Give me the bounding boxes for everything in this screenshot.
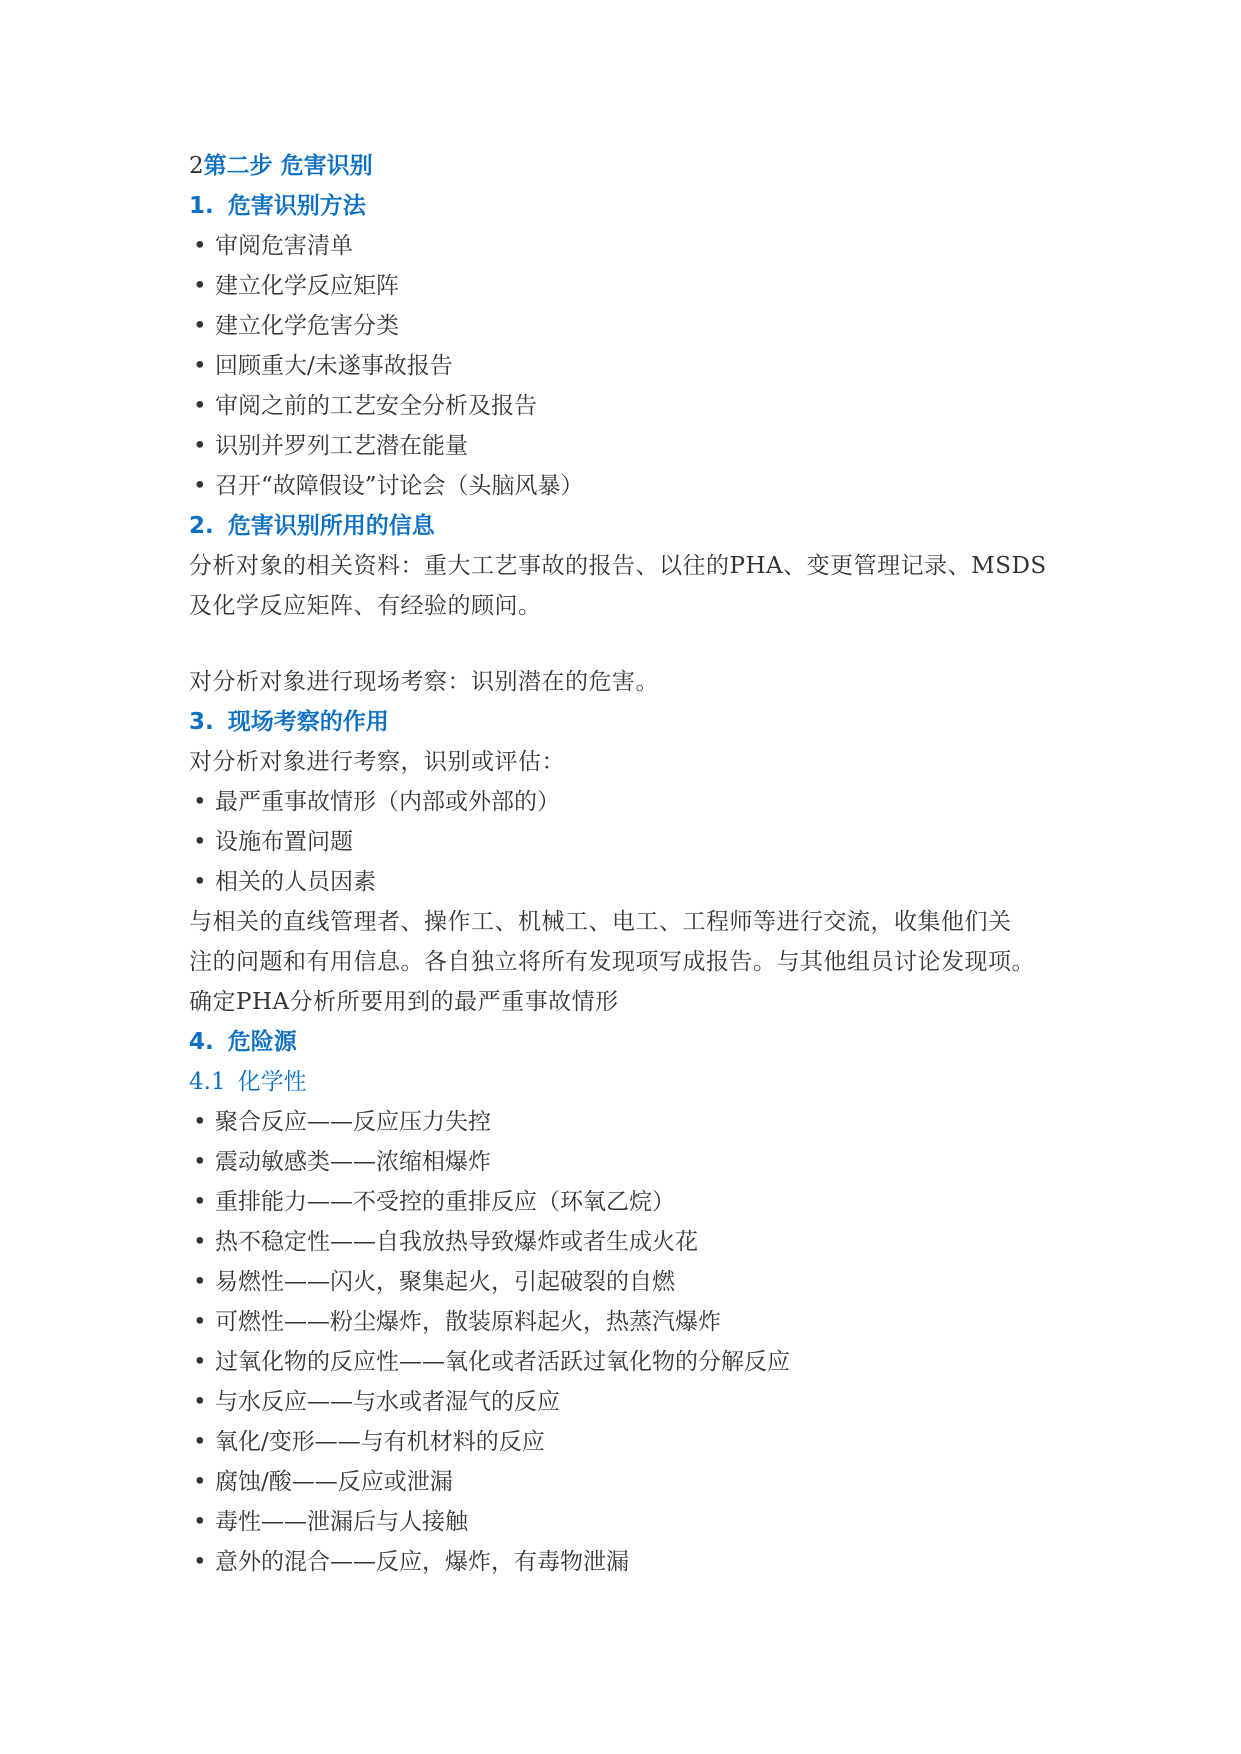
list-item <box>189 1422 1069 1462</box>
bullet-icon: • <box>193 869 207 895</box>
list-item <box>189 862 1069 902</box>
list-item-text: 建立化学危害分类 <box>215 313 399 339</box>
bullet-icon: • <box>193 353 207 379</box>
step-number: 2 <box>189 153 204 179</box>
paragraph-line: 及化学反应矩阵、有经验的顾问。 <box>189 593 542 619</box>
list-item <box>189 1182 1069 1222</box>
bullet-icon: • <box>193 473 207 499</box>
list-item-text: 聚合反应——反应压力失控 <box>215 1109 491 1135</box>
bullet-icon: • <box>193 1229 207 1255</box>
paragraph-line: 注的问题和有用信息。各自独立将所有发现项写成报告。与其他组员讨论发现项。 <box>189 949 1035 975</box>
list-item <box>189 1142 1069 1182</box>
step-title-text: 第二步 危害识别 <box>203 153 373 179</box>
list-item <box>189 306 1069 346</box>
list-item <box>189 1462 1069 1502</box>
list-item <box>189 1222 1069 1262</box>
paragraph-line: 对分析对象进行现场考察：识别潜在的危害。 <box>189 669 659 695</box>
list-item-text: 重排能力——不受控的重排反应（环氧乙烷） <box>215 1189 675 1215</box>
list-item <box>189 1382 1069 1422</box>
bullet-icon: • <box>193 393 207 419</box>
section-title: 危害识别方法 <box>227 193 366 219</box>
bullet-icon: • <box>193 1189 207 1215</box>
list-item-text: 审阅之前的工艺安全分析及报告 <box>215 393 537 419</box>
section-title: 危险源 <box>227 1029 297 1055</box>
list-item <box>189 1502 1069 1542</box>
list-item <box>189 266 1069 306</box>
subsection-title: 化学性 <box>237 1069 307 1095</box>
list-item-text: 腐蚀/酸——反应或泄漏 <box>215 1469 453 1495</box>
paragraph-line: 分析对象的相关资料：重大工艺事故的报告、以往的PHA、变更管理记录、MSDS <box>189 553 1047 579</box>
bullet-icon: • <box>193 829 207 855</box>
bullet-icon: • <box>193 433 207 459</box>
list-item <box>189 1342 1069 1382</box>
bullet-icon: • <box>193 1549 207 1575</box>
list-item-text: 过氧化物的反应性——氧化或者活跃过氧化物的分解反应 <box>215 1349 790 1375</box>
bullet-icon: • <box>193 1149 207 1175</box>
section-number: 2. <box>189 513 214 539</box>
list-item-text: 可燃性——粉尘爆炸，散装原料起火，热蒸汽爆炸 <box>215 1309 721 1335</box>
list-item-text: 最严重事故情形（内部或外部的） <box>215 789 560 815</box>
list-item-text: 氧化/变形——与有机材料的反应 <box>215 1429 545 1455</box>
list-item <box>189 782 1069 822</box>
document-page <box>189 146 1069 1582</box>
list-item <box>189 226 1069 266</box>
bullet-icon: • <box>193 1389 207 1415</box>
section-title: 现场考察的作用 <box>227 709 389 735</box>
section-title: 危害识别所用的信息 <box>227 513 435 539</box>
list-item-text: 意外的混合——反应，爆炸，有毒物泄漏 <box>215 1549 629 1575</box>
bullet-icon: • <box>193 233 207 259</box>
step-title <box>189 146 1069 186</box>
list-item-text: 震动敏感类——浓缩相爆炸 <box>215 1149 491 1175</box>
list-item-text: 易燃性——闪火，聚集起火，引起破裂的自燃 <box>215 1269 675 1295</box>
bullet-icon: • <box>193 273 207 299</box>
list-item <box>189 1102 1069 1142</box>
list-item-text: 设施布置问题 <box>215 829 353 855</box>
section-number: 3. <box>189 709 214 735</box>
bullet-icon: • <box>193 789 207 815</box>
section-number: 4. <box>189 1029 214 1055</box>
bullet-icon: • <box>193 1109 207 1135</box>
list-item-text: 审阅危害清单 <box>215 233 353 259</box>
list-item <box>189 1542 1069 1582</box>
list-item <box>189 822 1069 862</box>
list-item <box>189 466 1069 506</box>
bullet-icon: • <box>193 1269 207 1295</box>
bullet-icon: • <box>193 313 207 339</box>
bullet-icon: • <box>193 1309 207 1335</box>
bullet-icon: • <box>193 1509 207 1535</box>
list-item <box>189 1262 1069 1302</box>
bullet-icon: • <box>193 1429 207 1455</box>
list-item <box>189 426 1069 466</box>
section-1-heading <box>189 186 1069 226</box>
section-3-list <box>189 782 1069 902</box>
paragraph-line: 与相关的直线管理者、操作工、机械工、电工、工程师等进行交流，收集他们关 <box>189 909 1012 935</box>
subsection-number: 4.1 <box>189 1069 226 1095</box>
list-item-text: 热不稳定性——自我放热导致爆炸或者生成火花 <box>215 1229 698 1255</box>
section-4-heading <box>189 1022 1069 1062</box>
subsection-4-1-heading <box>189 1062 1069 1102</box>
section-4-list <box>189 1102 1069 1582</box>
list-item <box>189 386 1069 426</box>
list-item-text: 与水反应——与水或者湿气的反应 <box>215 1389 560 1415</box>
paragraph-line: 对分析对象进行考察，识别或评估： <box>189 749 565 775</box>
section-3-heading <box>189 702 1069 742</box>
blank-line <box>189 626 1069 662</box>
section-1-list <box>189 226 1069 506</box>
list-item <box>189 346 1069 386</box>
list-item-text: 毒性——泄漏后与人接触 <box>215 1509 468 1535</box>
list-item-text: 识别并罗列工艺潜在能量 <box>215 433 468 459</box>
paragraph-line: 确定PHA分析所要用到的最严重事故情形 <box>189 989 619 1015</box>
list-item-text: 回顾重大/未遂事故报告 <box>215 353 453 379</box>
bullet-icon: • <box>193 1469 207 1495</box>
list-item-text: 建立化学反应矩阵 <box>215 273 399 299</box>
list-item-text: 相关的人员因素 <box>215 869 376 895</box>
bullet-icon: • <box>193 1349 207 1375</box>
section-number: 1. <box>189 193 214 219</box>
list-item-text: 召开“故障假设”讨论会（头脑风暴） <box>215 473 584 499</box>
section-2-heading <box>189 506 1069 546</box>
list-item <box>189 1302 1069 1342</box>
